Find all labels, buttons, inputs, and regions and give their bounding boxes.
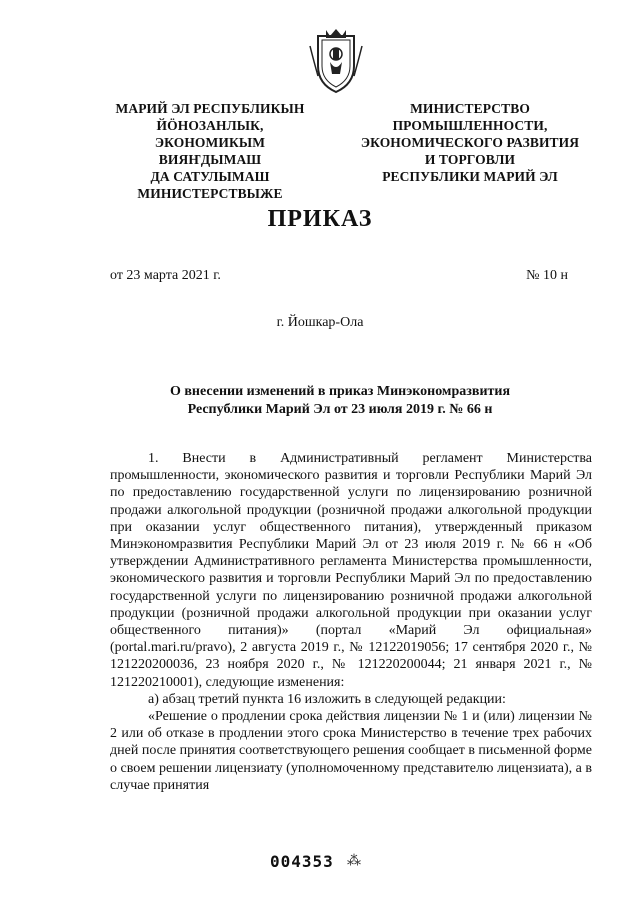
form-mark: ⁂ [347,854,361,869]
body-paragraph: а) абзац третий пункта 16 изложить в следующей редакции: [148,691,506,707]
body-paragraph: «Решение о продлении срока действия лицензии № 1 и (или) лицензии № 2 или об отказе в продлении этого срока Министерство в течение трех рабочих дней после принятия соответствующего решения сообщает в письменной форме о своем решении лицензиату (уполномоченному представителю лицензиата), а в случае принятия [110,709,593,793]
header-right-line: МИНИСТЕРСТВО [410,101,530,116]
city-name: г. Йошкар-Ола [276,315,364,330]
header-right-line: РЕСПУБЛИКИ МАРИЙ ЭЛ [382,169,558,184]
header-right-line: И ТОРГОВЛИ [424,152,516,167]
subject-line: Республики Марий Эл от 23 июля 2019 г. № 66 н [187,402,493,417]
header-right-line: ПРОМЫШЛЕННОСТИ, [392,118,548,133]
header-right-block [350,100,590,185]
header-left-line: МИНИСТЕРСТВЫЖЕ [137,186,283,201]
coat-of-arms-emblem [304,26,368,96]
header-left-line: ДА САТУЛЫМАШ [150,169,270,184]
document-title: ПРИКАЗ [267,206,373,232]
order-subject [120,383,560,419]
header-left-block [100,100,320,202]
order-date: от 23 марта 2021 г. [110,268,221,283]
header-right-line: ЭКОНОМИЧЕСКОГО РАЗВИТИЯ [360,135,580,150]
order-body [110,450,592,794]
header-left-line: ЙÖНОЗАНЛЫК, ЭКОНОМИКЫМ [154,118,266,150]
subject-line: О внесении изменений в приказ Минэкономразвития [169,384,511,399]
body-paragraph: 1. Внести в Административный регламент Министерства промышленности, экономического развития и торговли Республики Марий Эл по предоставлению государственной услуги по лицензированию розничной продажи алкогольной продукции (розничной продажи алкогольной продукции при оказании услуг общественного питания), утвержденный приказом Минэкономразвития Республики Марий Эл от 23 июля 2019 г. № 66 н «Об утверждении Административного регламента Министерства промышленности, экономического развития и торговли Республики Марий Эл по предоставлению государственной услуги по лицензированию розничной продажи алкогольной продукции (розничной продажи алкогольной продукции при оказании услуг общественного питания)» (портал «Марий Эл официальная» (portal.mari.ru/pravo), 2 августа 2019 г., № 12122019056; 17 сентября 2020 г., № 121220200036, 23 ноября 2020 г., № 121220200044; 21 января 2021 г., № 121220210001), следующие изменения: [110,451,592,690]
order-number: № 10 н [526,268,568,283]
header-left-line: ВИЯҤДЫМАШ [158,152,262,167]
form-serial-number: 004353 [270,852,334,871]
header-left-line: МАРИЙ ЭЛ РЕСПУБЛИКЫН [115,101,305,116]
